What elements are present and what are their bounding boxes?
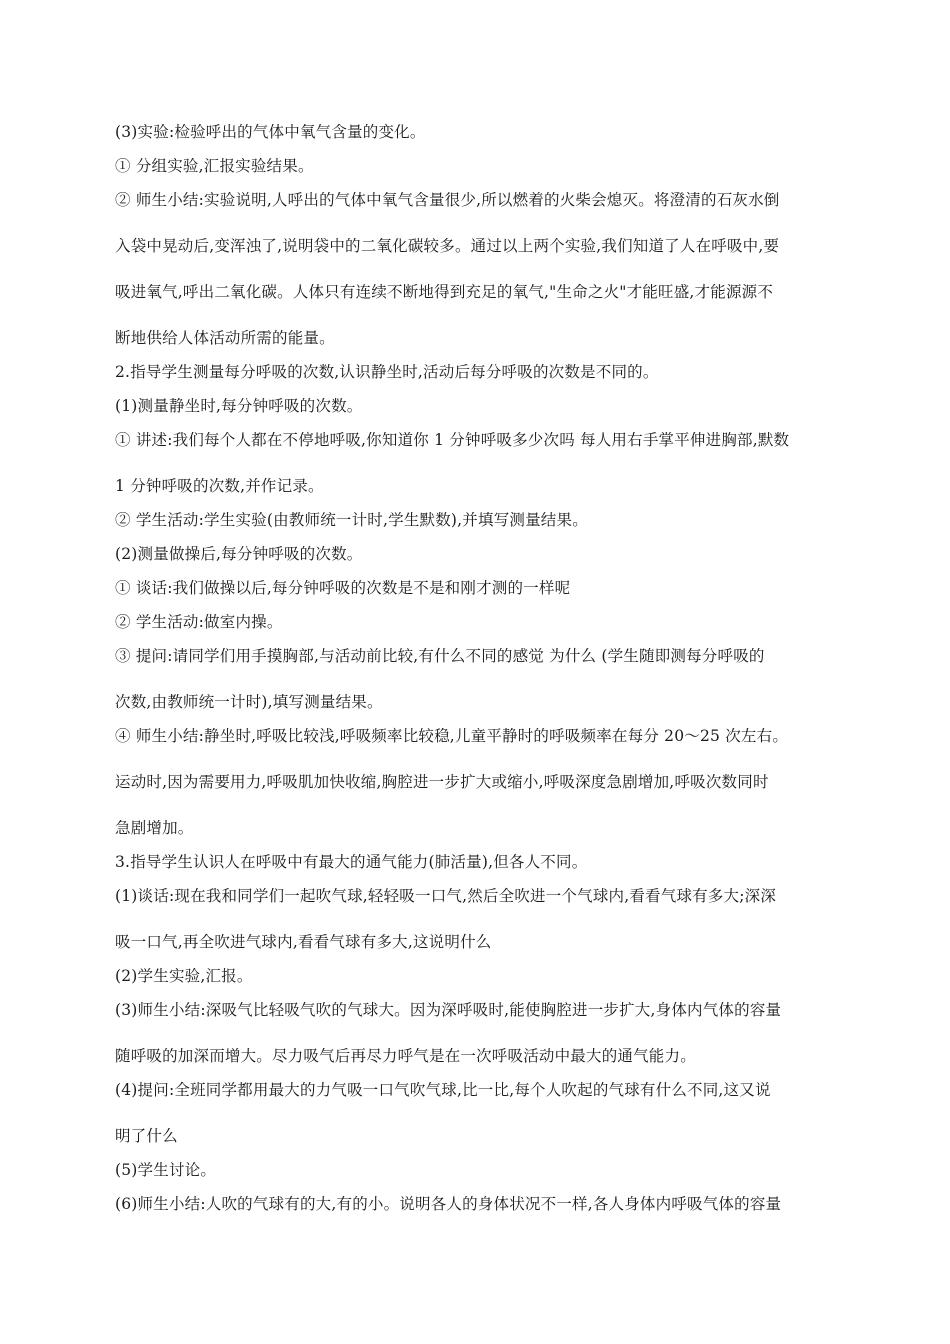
text-line: (1)谈话:现在我和同学们一起吹气球,轻轻吸一口气,然后全吹进一个气球内,看看气球有多大;深深	[115, 887, 777, 905]
text-line: (3)师生小结:深吸气比轻吸气吹的气球大。因为深呼吸时,能使胸腔进一步扩大,身体内气体的容量	[115, 1001, 782, 1019]
text-line: (5)学生讨论。	[115, 1161, 217, 1179]
document-body	[115, 122, 840, 1214]
text-line: 断地供给人体活动所需的能量。	[115, 329, 335, 347]
text-line: 吸进氧气,呼出二氧化碳。人体只有连续不断地得到充足的氧气,"生命之火"才能旺盛,才能源源不	[115, 283, 774, 301]
text-line: ① 分组实验,汇报实验结果。	[115, 157, 314, 175]
text-line: (6)师生小结:人吹的气球有的大,有的小。说明各人的身体状况不一样,各人身体内呼吸气体的容量	[115, 1195, 782, 1213]
text-line: ② 学生活动:做室内操。	[115, 613, 283, 631]
text-line: ③ 提问:请同学们用手摸胸部,与活动前比较,有什么不同的感觉 为什么 (学生随即测每分呼吸的	[115, 647, 765, 665]
text-line: (2)学生实验,汇报。	[115, 967, 253, 985]
text-line: ④ 师生小结:静坐时,呼吸比较浅,呼吸频率比较稳,儿童平静时的呼吸频率在每分 20～25 次左右。	[115, 727, 789, 745]
text-line: 入袋中晃动后,变浑浊了,说明袋中的二氧化碳较多。通过以上两个实验,我们知道了人在呼吸中,要	[115, 237, 780, 255]
text-line: 2.指导学生测量每分呼吸的次数,认识静坐时,活动后每分呼吸的次数是不同的。	[115, 363, 659, 381]
text-line: ① 谈话:我们做操以后,每分钟呼吸的次数是不是和刚才测的一样呢	[115, 579, 571, 597]
text-line: (1)测量静坐时,每分钟呼吸的次数。	[115, 397, 363, 415]
text-line: 随呼吸的加深而增大。尽力吸气后再尽力呼气是在一次呼吸活动中最大的通气能力。	[115, 1047, 696, 1065]
text-line: 急剧增加。	[115, 819, 194, 837]
text-line: ① 讲述:我们每个人都在不停地呼吸,你知道你 1 分钟呼吸多少次吗 每人用右手掌平伸进胸部,默数	[115, 431, 790, 449]
text-line: ② 师生小结:实验说明,人呼出的气体中氧气含量很少,所以燃着的火柴会熄灭。将澄清的石灰水倒	[115, 191, 780, 209]
text-line: ② 学生活动:学生实验(由教师统一计时,学生默数),并填写测量结果。	[115, 511, 588, 529]
text-line: 明了什么	[115, 1127, 178, 1145]
text-line: 次数,由教师统一计时),填写测量结果。	[115, 693, 383, 711]
text-line: (3)实验:检验呼出的气体中氧气含量的变化。	[115, 123, 426, 141]
text-line: 3.指导学生认识人在呼吸中有最大的通气能力(肺活量),但各人不同。	[115, 853, 588, 871]
text-line: 1 分钟呼吸的次数,并作记录。	[115, 477, 324, 495]
text-line: 运动时,因为需要用力,呼吸肌加快收缩,胸腔进一步扩大或缩小,呼吸深度急剧增加,呼吸次数同时	[115, 773, 769, 791]
text-line: 吸一口气,再全吹进气球内,看看气球有多大,这说明什么	[115, 933, 492, 951]
text-line: (2)测量做操后,每分钟呼吸的次数。	[115, 545, 363, 563]
text-line: (4)提问:全班同学都用最大的力气吸一口气吹气球,比一比,每个人吹起的气球有什么不同,这又说	[115, 1081, 771, 1099]
